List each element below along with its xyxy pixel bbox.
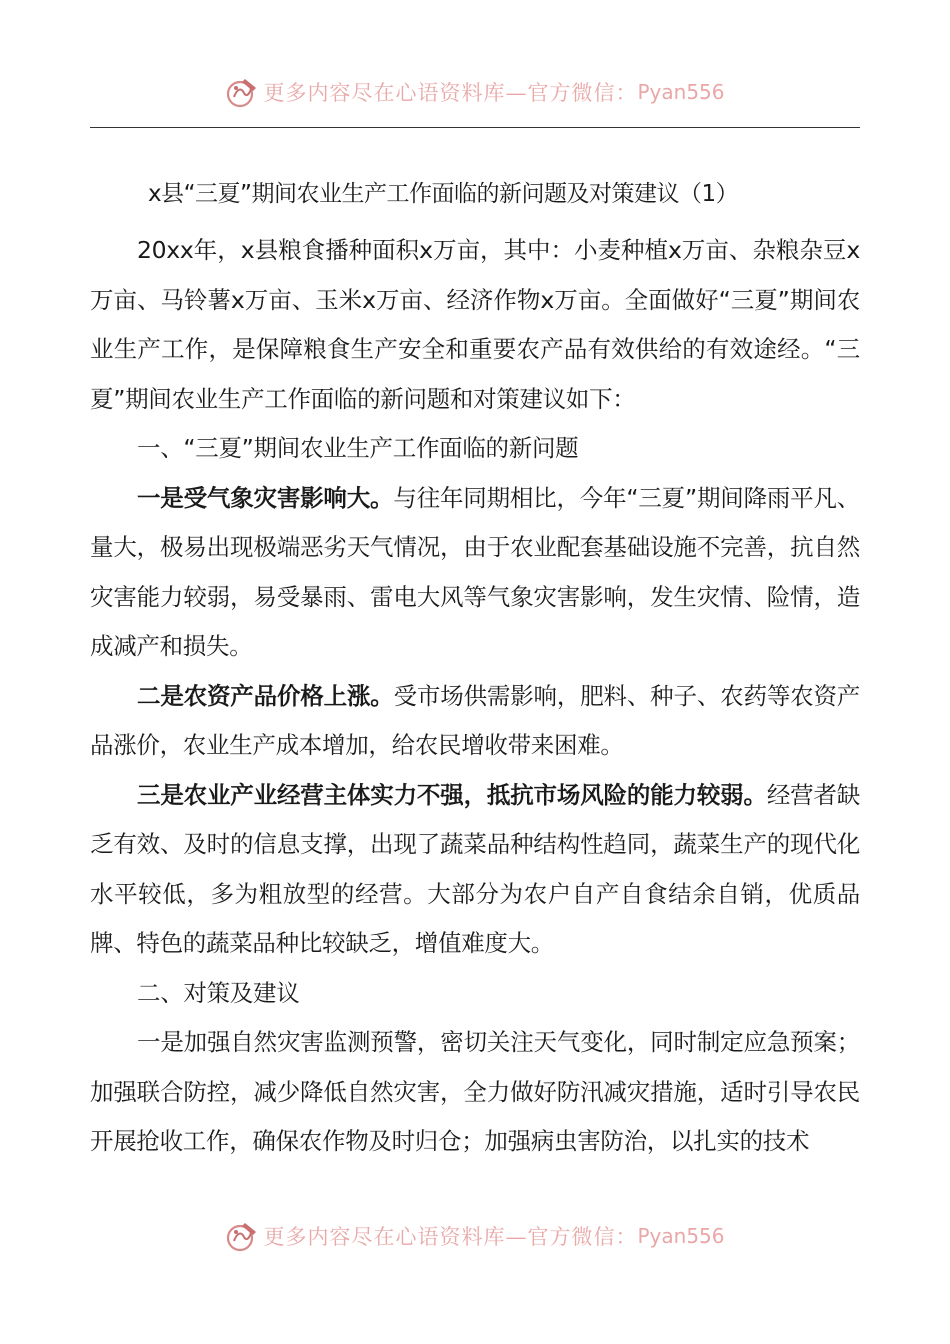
document-body [90,170,860,1167]
problem-paragraph-2 [90,672,860,771]
watermark-text: 更多内容尽在心语资料库—官方微信： [263,1225,638,1249]
intro-paragraph: 20xx年，x县粮食播种面积x万亩，其中：小麦种植x万亩、杂粮杂豆x万亩、马铃薯x万亩、玉米x万亩、经济作物x万亩。全面做好“三夏”期间农业生产工作，是保障粮食生产安全和重要农产品有效供给的有效途经。“三夏”期间农业生产工作面临的新问题和对策建议如下： [90,236,860,413]
watermark-text: 更多内容尽在心语资料库—官方微信： [263,81,638,105]
problem-paragraph-3 [90,771,860,969]
problem-lead-1: 一是受气象灾害影响大。 [137,483,394,512]
header-watermark [0,70,950,114]
problem-lead-2: 二是农资产品价格上涨。 [137,681,394,710]
section-heading-measures: 二、对策及建议 [137,978,300,1007]
problem-lead-3: 三是农业产业经营主体实力不强，抵抗市场风险的能力较弱。 [137,780,767,809]
pen-signature-logo-icon [225,75,259,109]
watermark-wechat-id: Pyan556 [637,80,725,104]
header-divider [90,127,860,128]
footer-watermark [0,1214,950,1258]
problem-text-1: 与往年同期相比，今年“三夏”期间降雨平凡、量大，极易出现极端恶劣天气情况，由于农业配套基础设施不完善，抗自然灾害能力较弱，易受暴雨、雷电大风等气象灾害影响，发生灾情、险情，造成减产和损失。 [90,483,860,660]
measure-paragraph-1: 一是加强自然灾害监测预警，密切关注天气变化，同时制定应急预案；加强联合防控，减少降低自然灾害，全力做好防汛减灾措施，适时引导农民开展抢收工作，确保农作物及时归仓；加强病虫害防治，以扎实的技术 [90,1028,860,1155]
section-heading-problems: 一、“三夏”期间农业生产工作面临的新问题 [137,434,579,462]
watermark-wechat-id: Pyan556 [637,1224,725,1248]
problem-text-3: 经营者缺乏有效、及时的信息支撑，出现了蔬菜品种结构性趋同，蔬菜生产的现代化水平较低，多为粗放型的经营。大部分为农户自产自食结余自销，优质品牌、特色的蔬菜品种比较缺乏，增值难度大。 [90,780,860,957]
problem-text-2: 受市场供需影响，肥料、种子、农药等农资产品涨价，农业生产成本增加，给农民增收带来困难。 [90,681,860,759]
pen-signature-logo-icon [225,1219,259,1253]
page-title: x县“三夏”期间农业生产工作面临的新问题及对策建议（1） [148,181,739,207]
problem-paragraph-1 [90,474,860,672]
